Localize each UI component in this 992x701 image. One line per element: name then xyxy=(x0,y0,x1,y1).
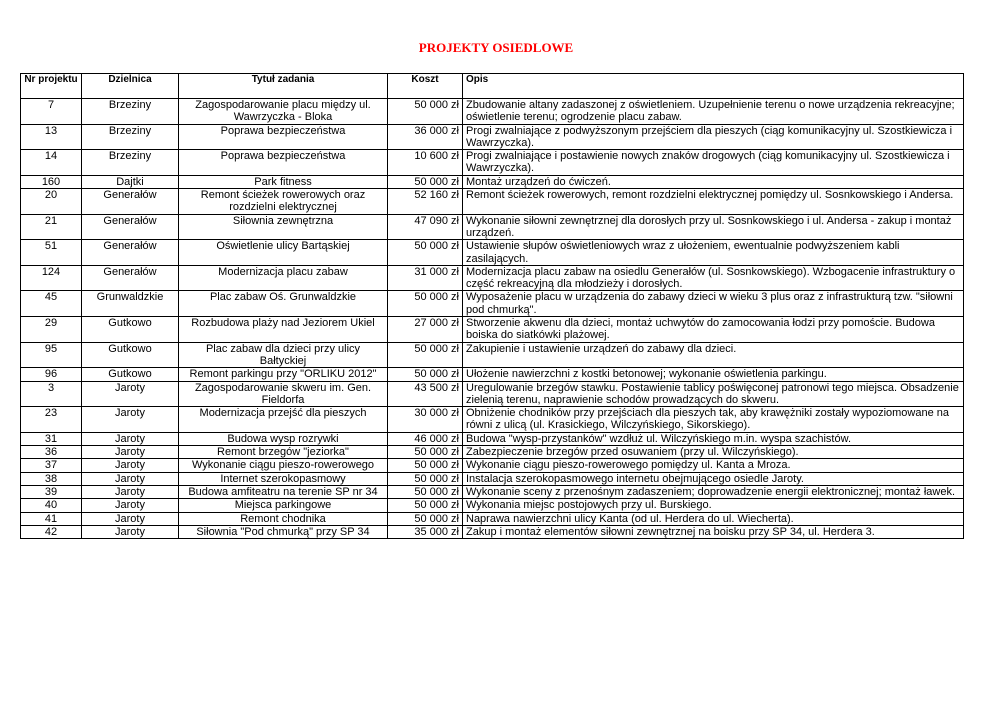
table-row xyxy=(21,432,964,445)
cell-koszt: 31 000 zł xyxy=(388,265,463,291)
cell-opis: Uregulowanie brzegów stawku. Postawienie tablicy poświęconej patronowi tego miejsca. Obsadzenie zielenią terenu, naprawienie schodów prowadzących do skweru. xyxy=(463,381,964,407)
cell-nr: 40 xyxy=(21,499,82,512)
cell-nr: 51 xyxy=(21,240,82,266)
cell-dzielnica: Jaroty xyxy=(82,485,179,498)
cell-tytul: Oświetlenie ulicy Bartąskiej xyxy=(179,240,388,266)
cell-koszt: 50 000 zł xyxy=(388,499,463,512)
cell-dzielnica: Generałów xyxy=(82,240,179,266)
cell-koszt: 50 000 zł xyxy=(388,446,463,459)
cell-opis: Wyposażenie placu w urządzenia do zabawy dzieci w wieku 3 plus oraz z infrastrukturą tzw. "siłowni pod chmurką". xyxy=(463,291,964,317)
cell-tytul: Siłownia "Pod chmurką" przy SP 34 xyxy=(179,525,388,538)
table-row xyxy=(21,175,964,188)
cell-nr: 95 xyxy=(21,342,82,368)
cell-opis: Wykonania miejsc postojowych przy ul. Burskiego. xyxy=(463,499,964,512)
table-row xyxy=(21,342,964,368)
table-body xyxy=(21,99,964,539)
cell-nr: 160 xyxy=(21,175,82,188)
table-row xyxy=(21,291,964,317)
cell-nr: 36 xyxy=(21,446,82,459)
cell-koszt: 30 000 zł xyxy=(388,407,463,433)
cell-koszt: 43 500 zł xyxy=(388,381,463,407)
cell-koszt: 50 000 zł xyxy=(388,175,463,188)
cell-koszt: 50 000 zł xyxy=(388,459,463,472)
cell-koszt: 50 000 zł xyxy=(388,291,463,317)
cell-koszt: 52 160 zł xyxy=(388,189,463,215)
column-header-tytul: Tytuł zadania xyxy=(179,74,388,99)
cell-tytul: Remont ścieżek rowerowych oraz rozdzielni elektrycznej xyxy=(179,189,388,215)
cell-koszt: 50 000 zł xyxy=(388,472,463,485)
cell-tytul: Plac zabaw Oś. Grunwaldzkie xyxy=(179,291,388,317)
cell-dzielnica: Grunwaldzkie xyxy=(82,291,179,317)
cell-tytul: Modernizacja przejść dla pieszych xyxy=(179,407,388,433)
table-row xyxy=(21,485,964,498)
cell-tytul: Remont chodnika xyxy=(179,512,388,525)
cell-opis: Wykonanie siłowni zewnętrznej dla dorosłych przy ul. Sosnkowskiego i ul. Andersa - zakup i montaż urządzeń. xyxy=(463,214,964,240)
cell-tytul: Park fitness xyxy=(179,175,388,188)
cell-nr: 39 xyxy=(21,485,82,498)
column-header-nr: Nr projektu xyxy=(21,74,82,99)
cell-opis: Zabezpieczenie brzegów przed osuwaniem (przy ul. Wilczyńskiego). xyxy=(463,446,964,459)
cell-tytul: Remont brzegów "jeziorka" xyxy=(179,446,388,459)
cell-dzielnica: Jaroty xyxy=(82,432,179,445)
cell-nr: 7 xyxy=(21,99,82,125)
cell-tytul: Budowa amfiteatru na terenie SP nr 34 xyxy=(179,485,388,498)
column-header-opis: Opis xyxy=(463,74,964,99)
cell-opis: Stworzenie akwenu dla dzieci, montaż uchwytów do zamocowania łodzi przy pomoście. Budowa boiska do siatkówki plażowej. xyxy=(463,317,964,343)
table-row xyxy=(21,499,964,512)
column-header-dzielnica: Dzielnica xyxy=(82,74,179,99)
cell-nr: 3 xyxy=(21,381,82,407)
cell-tytul: Zagospodarowanie skweru im. Gen. Fieldorfa xyxy=(179,381,388,407)
table-row xyxy=(21,446,964,459)
cell-opis: Progi zwalniające z podwyższonym przejściem dla pieszych (ciąg komunikacyjny ul. Szostkiewicza i Wawrzyczka). xyxy=(463,124,964,150)
table-row xyxy=(21,407,964,433)
cell-dzielnica: Brzeziny xyxy=(82,124,179,150)
cell-nr: 38 xyxy=(21,472,82,485)
table-row xyxy=(21,150,964,176)
cell-opis: Zbudowanie altany zadaszonej z oświetleniem. Uzupełnienie terenu o nowe urządzenia rekreacyjne; oświetlenie terenu; ogrodzenie placu zabaw. xyxy=(463,99,964,125)
cell-nr: 23 xyxy=(21,407,82,433)
cell-koszt: 50 000 zł xyxy=(388,485,463,498)
cell-nr: 14 xyxy=(21,150,82,176)
cell-koszt: 50 000 zł xyxy=(388,368,463,381)
cell-tytul: Poprawa bezpieczeństwa xyxy=(179,124,388,150)
cell-opis: Zakupienie i ustawienie urządzeń do zabawy dla dzieci. xyxy=(463,342,964,368)
cell-opis: Remont ścieżek rowerowych, remont rozdzielni elektrycznej pomiędzy ul. Sosnkowskiego i Andersa. xyxy=(463,189,964,215)
cell-dzielnica: Generałów xyxy=(82,265,179,291)
cell-tytul: Poprawa bezpieczeństwa xyxy=(179,150,388,176)
cell-tytul: Wykonanie ciągu pieszo-rowerowego xyxy=(179,459,388,472)
table-row xyxy=(21,99,964,125)
cell-nr: 29 xyxy=(21,317,82,343)
cell-nr: 45 xyxy=(21,291,82,317)
cell-opis: Ustawienie słupów oświetleniowych wraz z ułożeniem, ewentualnie podwyższeniem kabli zasilających. xyxy=(463,240,964,266)
cell-nr: 21 xyxy=(21,214,82,240)
cell-koszt: 36 000 zł xyxy=(388,124,463,150)
cell-opis: Zakup i montaż elementów siłowni zewnętrznej na boisku przy SP 34, ul. Herdera 3. xyxy=(463,525,964,538)
cell-koszt: 50 000 zł xyxy=(388,99,463,125)
cell-opis: Progi zwalniające i postawienie nowych znaków drogowych (ciąg komunikacyjny ul. Szostkiewicza i Wawrzyczka). xyxy=(463,150,964,176)
table-row xyxy=(21,472,964,485)
cell-opis: Instalacja szerokopasmowego internetu obejmującego osiedle Jaroty. xyxy=(463,472,964,485)
cell-dzielnica: Brzeziny xyxy=(82,99,179,125)
page-title: PROJEKTY OSIEDLOWE xyxy=(418,40,574,55)
table-row xyxy=(21,214,964,240)
cell-opis: Ułożenie nawierzchni z kostki betonowej; wykonanie oświetlenia parkingu. xyxy=(463,368,964,381)
cell-nr: 37 xyxy=(21,459,82,472)
cell-nr: 20 xyxy=(21,189,82,215)
cell-dzielnica: Jaroty xyxy=(82,446,179,459)
cell-nr: 31 xyxy=(21,432,82,445)
cell-koszt: 10 600 zł xyxy=(388,150,463,176)
cell-opis: Budowa "wysp-przystanków" wzdłuż ul. Wilczyńskiego m.in. wyspa szachistów. xyxy=(463,432,964,445)
cell-tytul: Internet szerokopasmowy xyxy=(179,472,388,485)
cell-opis: Montaż urządzeń do ćwiczeń. xyxy=(463,175,964,188)
cell-dzielnica: Jaroty xyxy=(82,512,179,525)
cell-koszt: 50 000 zł xyxy=(388,342,463,368)
cell-dzielnica: Jaroty xyxy=(82,525,179,538)
table-row xyxy=(21,381,964,407)
cell-dzielnica: Jaroty xyxy=(82,472,179,485)
cell-nr: 124 xyxy=(21,265,82,291)
table-row xyxy=(21,512,964,525)
cell-dzielnica: Gutkowo xyxy=(82,317,179,343)
cell-tytul: Miejsca parkingowe xyxy=(179,499,388,512)
cell-tytul: Plac zabaw dla dzieci przy ulicy Bałtyckiej xyxy=(179,342,388,368)
cell-nr: 41 xyxy=(21,512,82,525)
cell-koszt: 50 000 zł xyxy=(388,512,463,525)
cell-nr: 13 xyxy=(21,124,82,150)
cell-opis: Wykonanie ciągu pieszo-rowerowego pomiędzy ul. Kanta a Mroza. xyxy=(463,459,964,472)
table-row xyxy=(21,189,964,215)
cell-opis: Wykonanie sceny z przenośnym zadaszeniem; doprowadzenie energii elektronicznej; montaż ławek. xyxy=(463,485,964,498)
cell-dzielnica: Jaroty xyxy=(82,407,179,433)
cell-koszt: 50 000 zł xyxy=(388,240,463,266)
cell-dzielnica: Gutkowo xyxy=(82,342,179,368)
cell-koszt: 27 000 zł xyxy=(388,317,463,343)
table-row xyxy=(21,317,964,343)
cell-opis: Obniżenie chodników przy przejściach dla pieszych tak, aby krawężniki zostały wypoziomowane na równi z ulicą (ul. Krasickiego, Wilczyńskiego, Sikorskiego). xyxy=(463,407,964,433)
cell-opis: Naprawa nawierzchni ulicy Kanta (od ul. Herdera do ul. Wiecherta). xyxy=(463,512,964,525)
cell-koszt: 35 000 zł xyxy=(388,525,463,538)
cell-dzielnica: Generałów xyxy=(82,189,179,215)
table-row xyxy=(21,240,964,266)
cell-nr: 96 xyxy=(21,368,82,381)
cell-nr: 42 xyxy=(21,525,82,538)
cell-tytul: Zagospodarowanie placu między ul. Wawrzyczka - Bloka xyxy=(179,99,388,125)
cell-dzielnica: Dajtki xyxy=(82,175,179,188)
table-row xyxy=(21,124,964,150)
cell-tytul: Modernizacja placu zabaw xyxy=(179,265,388,291)
cell-dzielnica: Generałów xyxy=(82,214,179,240)
cell-koszt: 47 090 zł xyxy=(388,214,463,240)
cell-dzielnica: Jaroty xyxy=(82,499,179,512)
table-header-row xyxy=(21,74,964,99)
column-header-koszt: Koszt xyxy=(388,74,463,99)
cell-opis: Modernizacja placu zabaw na osiedlu Generałów (ul. Sosnkowskiego). Wzbogacenie infrastruktury o część rekreacyjną dla młodzieży i dorosłych. xyxy=(463,265,964,291)
cell-tytul: Rozbudowa plaży nad Jeziorem Ukiel xyxy=(179,317,388,343)
cell-tytul: Remont parkingu przy "ORLIKU 2012" xyxy=(179,368,388,381)
table-row xyxy=(21,459,964,472)
cell-dzielnica: Brzeziny xyxy=(82,150,179,176)
projects-table xyxy=(20,73,964,539)
cell-dzielnica: Jaroty xyxy=(82,381,179,407)
cell-dzielnica: Jaroty xyxy=(82,459,179,472)
cell-tytul: Siłownia zewnętrzna xyxy=(179,214,388,240)
table-row xyxy=(21,368,964,381)
table-row xyxy=(21,525,964,538)
cell-tytul: Budowa wysp rozrywki xyxy=(179,432,388,445)
cell-koszt: 46 000 zł xyxy=(388,432,463,445)
table-row xyxy=(21,265,964,291)
cell-dzielnica: Gutkowo xyxy=(82,368,179,381)
